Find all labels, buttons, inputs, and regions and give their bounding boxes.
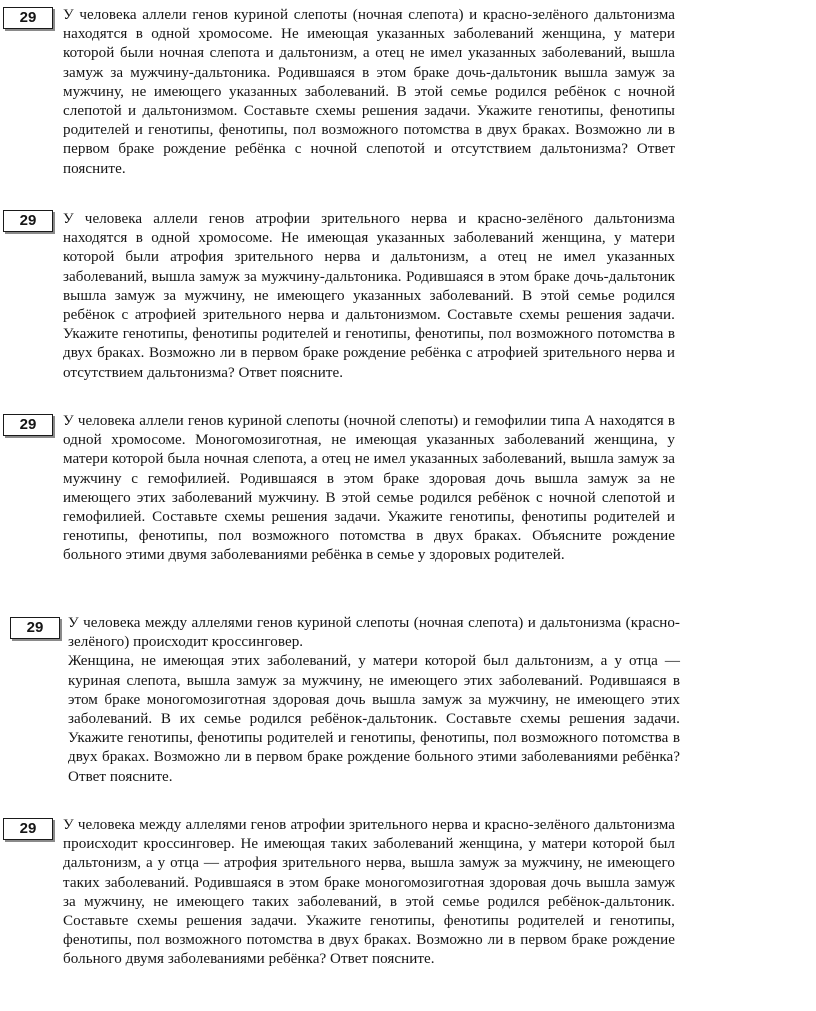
task-paragraph: У человека аллели генов атрофии зрительного нерва и красно-зелёного дальтонизма находятся в одной хромосоме. Не имеющая указанных заболеваний женщина, у матери которой были атрофия зрительного нерва и дальтонизм, а отец не имел указанных заболеваний, вышла замуж за мужчину-дальтоника. Родившаяся в этом браке дочь-дальтоник вышла замуж за мужчину, не имеющего указанных заболеваний. В этой семье родился ребёнок с атрофией зрительного нерва и дальтонизмом. Составьте схемы решения задачи. Укажите генотипы, фенотипы родителей и генотипы, фенотипы, пол возможного потомства в двух браках. Возможно ли в первом браке рождение ребёнка с атрофией зрительного нерва и отсутствием дальтонизма? Ответ поясните. [63,211,675,381]
task-number-box: 29 [3,210,53,232]
task-text [63,816,675,970]
task-text [63,210,675,383]
task-paragraph: У человека между аллелями генов куриной слепоты (ночная слепота) и дальтонизма (красно-зелёного) происходит кроссинговер. [68,615,680,651]
task-paragraph: Женщина, не имеющая этих заболеваний, у матери которой был дальтонизм, а у отца — куриная слепота, вышла замуж за мужчину, не имеющего этих заболеваний. Родившаяся в этом браке моногомозиготная здоровая дочь вышла замуж за мужчину, не имеющего этих заболеваний. В их семье родился ребёнок-дальтоник. Составьте схемы решения задачи. Укажите генотипы, фенотипы родителей и генотипы, фенотипы, пол возможного потомства в двух браках. Возможно ли в первом браке рождение больного этими заболеваниями ребёнка? Ответ поясните. [68,653,680,785]
task-text [63,412,675,566]
task-number-box: 29 [3,818,53,840]
task-text [63,6,675,179]
task-number-box: 29 [10,617,60,639]
task-number-box: 29 [3,7,53,29]
task-number-box: 29 [3,414,53,436]
task-text [68,614,680,787]
task-paragraph: У человека аллели генов куриной слепоты (ночная слепота) и красно-зелёного дальтонизма находятся в одной хромосоме. Не имеющая указанных заболеваний женщина, у матери которой были ночная слепота и дальтонизм, а отец не имел указанных заболеваний, вышла замуж за мужчину-дальтоника. Родившаяся в этом браке дочь-дальтоник вышла замуж за мужчину, не имеющего указанных заболеваний. В этой семье родился ребёнок с ночной слепотой и дальтонизмом. Составьте схемы решения задачи. Укажите генотипы, фенотипы родителей и генотипы, фенотипы, пол возможного потомства в двух браках. Возможно ли в первом браке рождение ребёнка с ночной слепотой и отсутствием дальтонизма? Ответ поясните. [63,7,675,177]
task-paragraph: У человека аллели генов куриной слепоты (ночной слепоты) и гемофилии типа А находятся в одной хромосоме. Моногомозиготная, не имеющая указанных заболеваний женщина, у матери которой была ночная слепота, а отец не имел указанных заболеваний, вышла замуж за мужчину с гемофилией. Родившаяся в этом браке здоровая дочь вышла замуж за не имеющего этих заболеваний мужчину. В этой семье родился ребёнок с ночной слепотой и гемофилией. Составьте схемы решения задачи. Укажите генотипы, фенотипы родителей и генотипы, фенотипы, пол возможного потомства в двух браках. Объясните рождение больного этими двумя заболеваниями ребёнка в семье у здоровых родителей. [63,413,675,564]
task-paragraph: У человека между аллелями генов атрофии зрительного нерва и красно-зелёного дальтонизма происходит кроссинговер. Не имеющая таких заболеваний женщина, у матери которой был дальтонизм, а у отца — атрофия зрительного нерва, вышла замуж за мужчину, не имеющего таких заболеваний. Родившаяся в этом браке моногомозиготная здоровая дочь вышла замуж за мужчину, не имеющего таких заболеваний, в этой семье родился ребёнок-дальтоник. Составьте схемы решения задачи. Укажите генотипы, фенотипы родителей и генотипы, фенотипы, пол возможного потомства в двух браках. Возможно ли в первом браке рождение больного двумя заболеваниями ребёнка? Ответ поясните. [63,817,675,968]
